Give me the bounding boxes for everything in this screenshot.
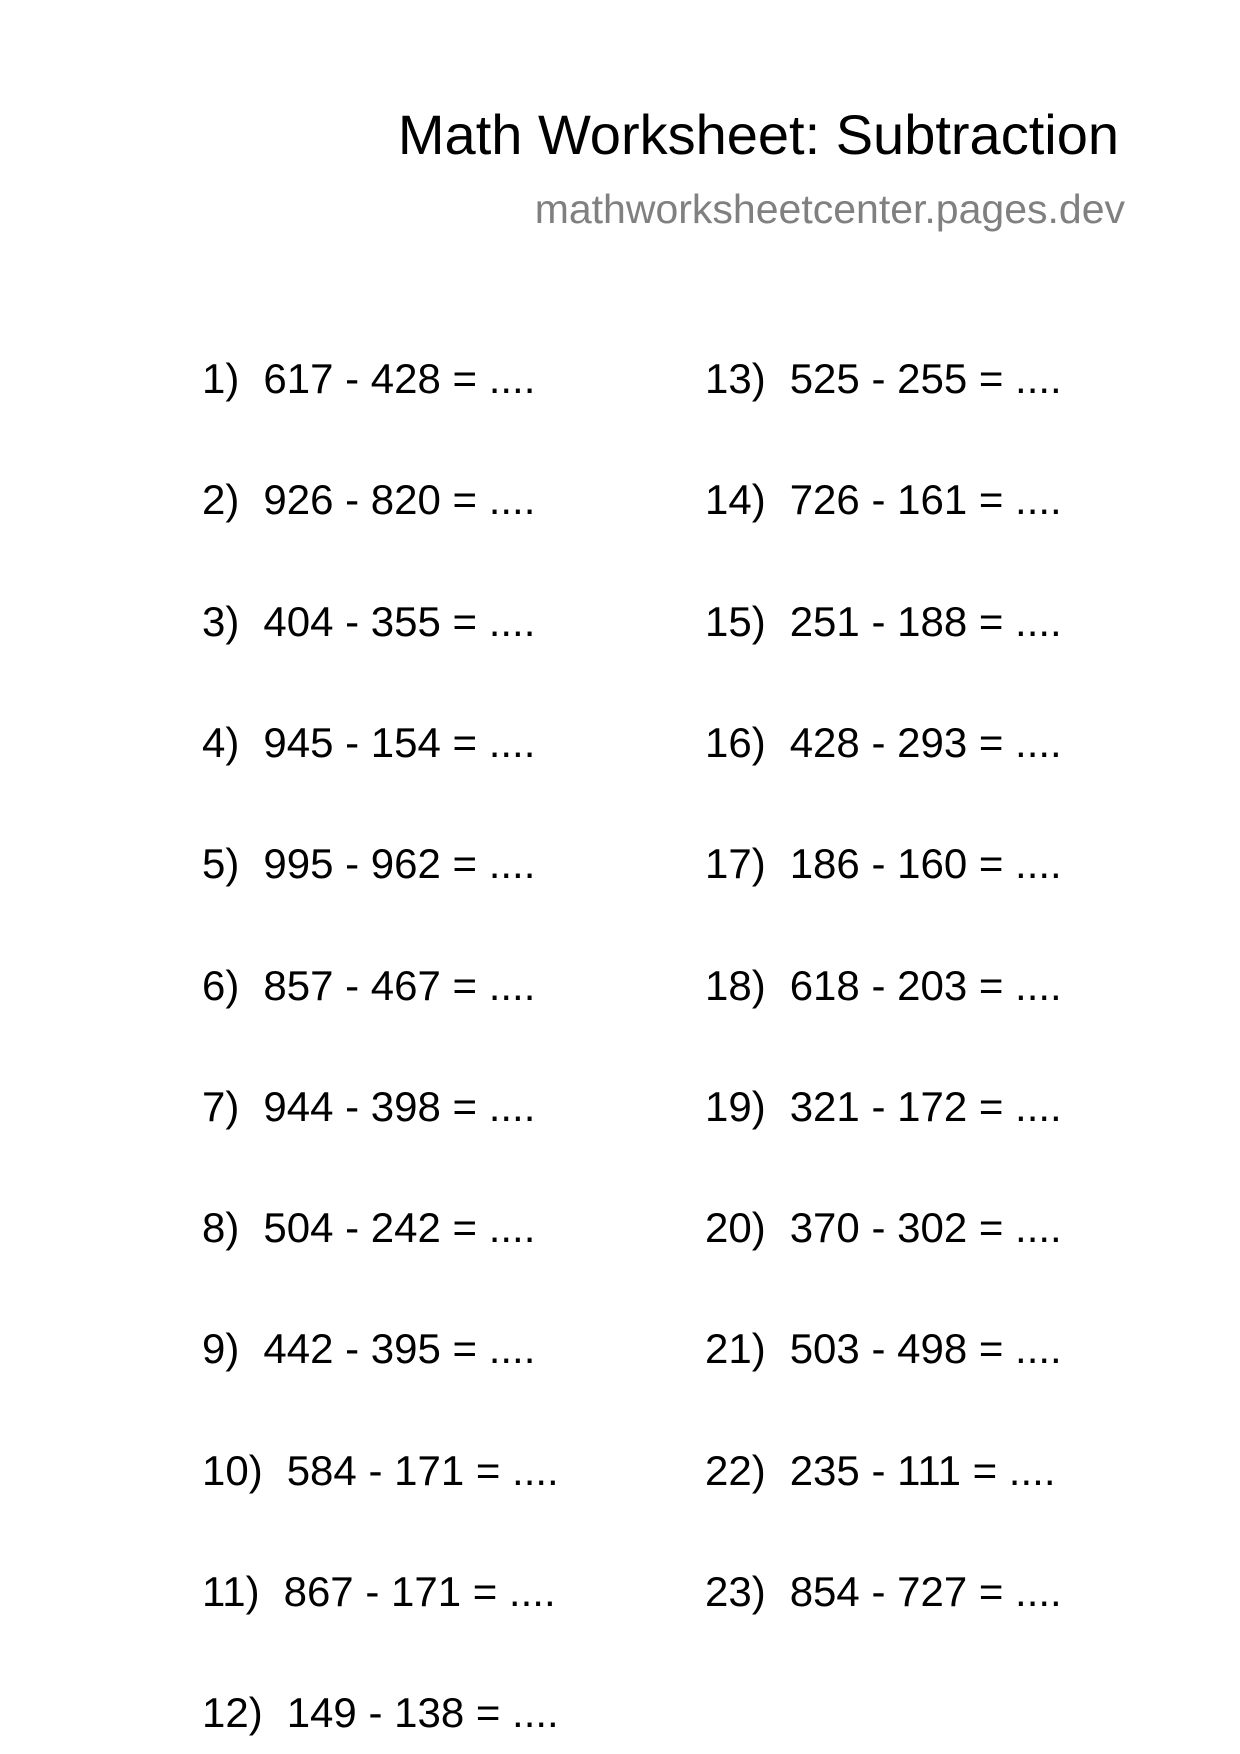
- problem-item: [705, 475, 1062, 525]
- problem-expression: 854 - 727 = ....: [789, 1568, 1062, 1615]
- problem-item: [705, 1567, 1062, 1617]
- problem-expression: 618 - 203 = ....: [789, 961, 1062, 1009]
- problem-number: 20): [705, 1204, 766, 1252]
- problem-expression: 428 - 293 = ....: [789, 718, 1062, 766]
- problem-expression: 404 - 355 = ....: [263, 597, 536, 645]
- problem-number: 16): [705, 718, 766, 766]
- problem-expression: 370 - 302 = ....: [789, 1204, 1062, 1252]
- problem-item: [705, 354, 1062, 404]
- problem-item: [705, 1082, 1062, 1132]
- problem-expression: 149 - 138 = ....: [286, 1689, 559, 1737]
- problem-item: [202, 1324, 535, 1374]
- problem-expression: 186 - 160 = ....: [789, 840, 1062, 888]
- problem-item: [202, 597, 535, 647]
- problem-number: 2): [202, 476, 240, 524]
- problem-expression: 617 - 428 = ....: [263, 355, 536, 402]
- problem-item: [202, 961, 535, 1011]
- problem-expression: 525 - 255 = ....: [789, 355, 1062, 402]
- problem-number: 5): [202, 840, 240, 888]
- problem-number: 3): [202, 597, 240, 645]
- problem-expression: 945 - 154 = ....: [263, 718, 536, 766]
- problem-number: 10): [202, 1446, 263, 1494]
- problem-item: [202, 354, 535, 404]
- problem-number: 22): [705, 1446, 766, 1494]
- problem-number: 11): [202, 1568, 260, 1615]
- problem-number: 1): [202, 355, 240, 402]
- problem-number: 15): [705, 597, 766, 645]
- problem-expression: 504 - 242 = ....: [263, 1204, 536, 1252]
- problem-number: 13): [705, 355, 766, 402]
- site-url: mathworksheetcenter.pages.dev: [534, 186, 1125, 232]
- problem-item: [202, 1688, 559, 1738]
- problem-number: 6): [202, 961, 240, 1009]
- worksheet-title: Math Worksheet: Subtraction: [397, 103, 1119, 166]
- problem-item: [202, 718, 535, 768]
- problem-item: [202, 1082, 535, 1132]
- problem-number: 21): [705, 1325, 766, 1373]
- problem-expression: 944 - 398 = ....: [263, 1082, 536, 1130]
- problem-item: [705, 961, 1062, 1011]
- problem-number: 7): [202, 1082, 240, 1130]
- problem-item: [705, 1203, 1062, 1253]
- problem-expression: 857 - 467 = ....: [263, 961, 536, 1009]
- problem-expression: 321 - 172 = ....: [789, 1082, 1062, 1130]
- problem-expression: 584 - 171 = ....: [286, 1446, 559, 1494]
- problem-item: [705, 597, 1062, 647]
- problem-item: [705, 1446, 1055, 1496]
- problem-number: 17): [705, 840, 766, 888]
- problem-item: [705, 718, 1062, 768]
- problem-expression: 235 - 111 = ....: [789, 1446, 1056, 1494]
- problem-item: [202, 1567, 556, 1617]
- problem-number: 4): [202, 718, 240, 766]
- problem-number: 8): [202, 1204, 240, 1252]
- problem-expression: 726 - 161 = ....: [789, 476, 1062, 524]
- problem-number: 18): [705, 961, 766, 1009]
- problem-item: [705, 1324, 1062, 1374]
- problem-expression: 926 - 820 = ....: [263, 476, 536, 524]
- problem-number: 9): [202, 1325, 240, 1373]
- problem-number: 23): [705, 1568, 766, 1615]
- problem-number: 19): [705, 1082, 766, 1130]
- problem-expression: 442 - 395 = ....: [263, 1325, 536, 1373]
- problem-item: [202, 1203, 535, 1253]
- problem-item: [202, 1446, 559, 1496]
- problem-item: [202, 475, 535, 525]
- problem-item: [202, 839, 535, 889]
- problem-expression: 503 - 498 = ....: [789, 1325, 1062, 1373]
- problem-expression: 867 - 171 = ....: [283, 1568, 556, 1615]
- problem-expression: 995 - 962 = ....: [263, 840, 536, 888]
- problem-item: [705, 839, 1062, 889]
- problem-number: 12): [202, 1689, 263, 1737]
- problem-expression: 251 - 188 = ....: [789, 597, 1062, 645]
- problem-number: 14): [705, 476, 766, 524]
